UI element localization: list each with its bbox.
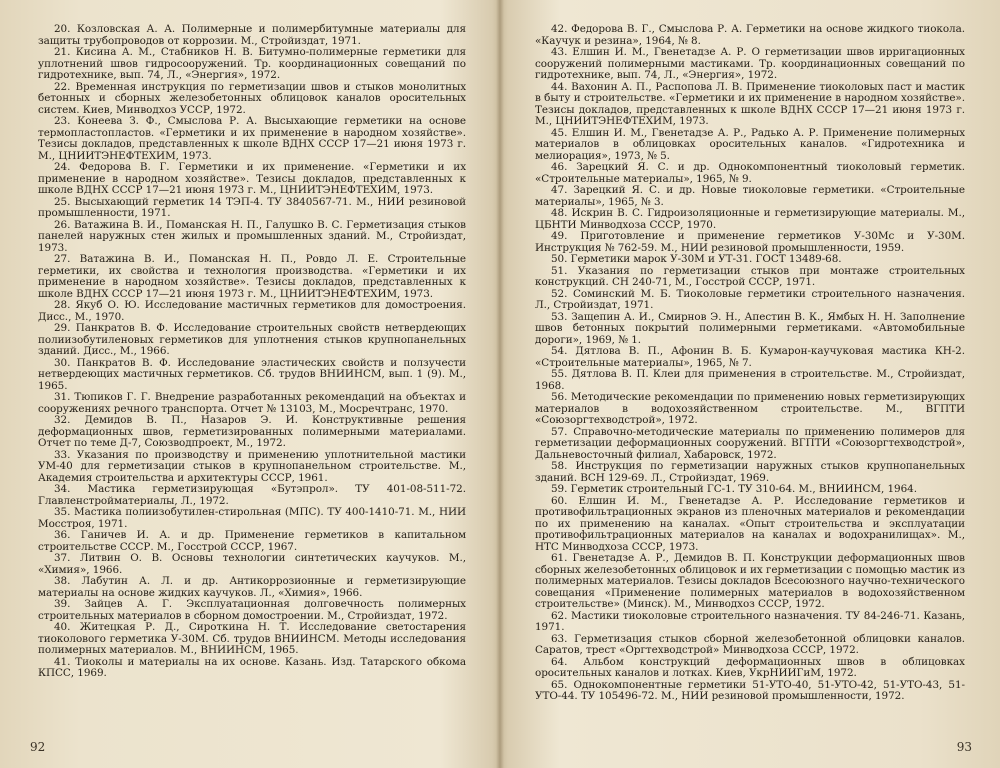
reference-entry-61: 61. Гвенетадзе А. Р., Демидов В. П. Конструкции деформационных швов сборных железобетонных облицовок и их герметизации с помощью мастик из полимерных материалов. Тезисы докладов Всесоюзного научно-технического совещания «Применение полимерных материалов в водохозяйственном строительстве» (Минск). М., Минводхоз СССР, 1972. — [535, 552, 965, 610]
reference-entry-50: 50. Герметики марок У-30М и УТ-31. ГОСТ 13489-68. — [551, 253, 842, 265]
reference-entry-26: 26. Ватажина В. И., Поманская Н. П., Галушко В. С. Герметизация стыков панелей наружных стен жилых и промышленных зданий. М., Стройиздат, 1973. — [38, 218, 466, 254]
reference-entry-60: 60. Елшин И. М., Гвенетадзе А. Р. Исследование герметиков и противофильтрационных экранов из пленочных материалов и рекомендации по их применению на каналах. «Опыт строительства и эксплуатации противофильтрационных материалов на каналах и водохранилищах». М., НТС Минводхоза СССР, 1973. — [535, 494, 965, 553]
reference-entry-30: 30. Панкратов В. Ф. Исследование эластических свойств и ползучести нетвердеющих мастичных герметиков. Сб. трудов ВНИИНСМ, вып. 1 (9). М., 1965. — [38, 356, 466, 392]
reference-entry-34: 34. Мастика герметизирующая «Бутэпрол». ТУ 401-08-511-72. Главленстройматериалы, Л., 1972. — [38, 483, 466, 507]
reference-entry-20: 20. Козловская А. А. Полимерные и полимербитумные материалы для защиты трубопроводов от коррозии. М., Стройиздат, 1971. — [38, 23, 466, 47]
reference-entry-38: 38. Лабутин А. Л. и др. Антикоррозионные и герметизирующие материалы на основе жидких каучуков. Л., «Химия», 1966. — [38, 575, 466, 599]
reference-entry-65: 65. Однокомпонентные герметики 51-УТО-40, 51-УТО-42, 51-УТО-43, 51-УТО-44. ТУ 105496-72. М., НИИ резиновой промышленности, 1972. — [535, 678, 965, 702]
reference-entry-54: 54. Дятлова В. П., Афонин В. Б. Кумарон-каучуковая мастика КН-2. «Строительные материалы», 1965, № 7. — [535, 345, 965, 369]
reference-entry-46: 46. Зарецкий Я. С. и др. Однокомпонентный тиоколовый герметик. «Строительные материалы», 1965, № 9. — [535, 161, 965, 185]
reference-entry-21: 21. Кисина А. М., Стабников Н. В. Битумно-полимерные герметики для уплотнений швов гидросооружений. Тр. координационных совещаний по гидротехнике, вып. 74, Л., «Энергия», 1972. — [38, 46, 466, 81]
reference-entry-40: 40. Житецкая Р. Д., Сироткина Н. Т. Исследование светостарения тиоколового герметика У-30М. Сб. трудов ВНИИНСМ. Методы исследования полимерных материалов. М., ВНИИНСМ, 1965. — [38, 621, 466, 656]
reference-entry-58: 58. Инструкция по герметизации наружных стыков крупнопанельных зданий. ВСН 129-69. Л., Стройиздат, 1969. — [535, 460, 965, 484]
reference-entry-22: 22. Временная инструкция по герметизации швов и стыков монолитных бетонных и сборных железобетонных облицовок каналов оросительных систем. Киев, Минводхоз УССР, 1972. — [38, 80, 466, 116]
reference-entry-55: 55. Дятлова В. П. Клеи для применения в строительстве. М., Стройиздат, 1968. — [535, 368, 965, 392]
page-number-right: 93 — [956, 740, 972, 754]
reference-entry-63: 63. Герметизация стыков сборной железобетонной облицовки каналов. Саратов, трест «Оргтехводстрой» Минводхоза СССР, 1972. — [535, 632, 965, 656]
reference-entry-47: 47. Зарецкий Я. С. и др. Новые тиоколовые герметики. «Строительные материалы», 1965, № 3. — [535, 184, 965, 208]
reference-entry-57: 57. Справочно-методические материалы по применению полимеров для герметизации деформационных сооружений. ВГПТИ «Союзоргтехводстрой», Дальневосточный филиал, Хабаровск, 1972. — [535, 425, 965, 461]
reference-entry-48: 48. Искрин В. С. Гидроизоляционные и герметизирующие материалы. М., ЦБНТИ Минводхоза СССР, 1970. — [535, 207, 965, 231]
reference-entry-56: 56. Методические рекомендации по применению новых герметизирующих материалов в водохозяйственном строительстве. М., ВГПТИ «Союзоргтехводстрой», 1972. — [535, 391, 965, 426]
reference-entry-41: 41. Тиоколы и материалы на их основе. Казань. Изд. Татарского обкома КПСС, 1969. — [38, 655, 466, 679]
reference-entry-52: 52. Соминский М. Б. Тиоколовые герметики строительного назначения. Л., Стройиздат, 1971. — [535, 287, 965, 311]
reference-entry-25: 25. Высыхающий герметик 14 ТЭП-4. ТУ 3840567-71. М., НИИ резиновой промышленности, 1971. — [38, 195, 466, 219]
reference-entry-42: 42. Федорова В. Г., Смыслова Р. А. Герметики на основе жидкого тиокола. «Каучук и резина», 1964, № 8. — [535, 23, 965, 47]
reference-entry-49: 49. Приготовление и применение герметиков У-30Мс и У-30М. Инструкция № 762-59. М., НИИ резиновой промышленности, 1959. — [535, 230, 965, 254]
right-page — [535, 24, 965, 703]
reference-entry-27: 27. Ватажина В. И., Поманская Н. П., Ровдо Л. Е. Строительные герметики, их свойства и технология производства. «Герметики и их применение в народном хозяйстве». Тезисы докладов, представленных к школе ВДНХ СССР 17—21 июня 1973 г. М., ЦНИИТЭНЕФТЕХИМ, 1973. — [38, 253, 466, 300]
reference-entry-39: 39. Зайцев А. Г. Эксплуатационная долговечность полимерных строительных материалов в сборном домостроении. М., Стройиздат, 1972. — [38, 598, 466, 622]
reference-entry-23: 23. Конеева З. Ф., Смыслова Р. А. Высыхающие герметики на основе термопластопластов. «Герметики и их применение в народном хозяйстве». Тезисы докладов, представленных к школе ВДНХ СССР 17—21 июня 1973 г. М., ЦНИИТЭНЕФТЕХИМ, 1973. — [38, 115, 466, 162]
page-number-left: 92 — [30, 740, 46, 754]
reference-entry-35: 35. Мастика полиизобутилен-стирольная (МПС). ТУ 400-1410-71. М., НИИ Мосстроя, 1971. — [38, 506, 466, 530]
reference-entry-33: 33. Указания по производству и применению уплотнительной мастики УМ-40 для герметизации стыков в крупнопанельном строительстве. М., Академия строительства и архитектуры СССР, 1961. — [38, 448, 466, 484]
reference-entry-37: 37. Литвин О. В. Основы технологии синтетических каучуков. М., «Химия», 1966. — [38, 552, 466, 576]
reference-entry-64: 64. Альбом конструкций деформационных швов в облицовках оросительных каналов и лотках. Киев, УкрНИИГиМ, 1972. — [535, 655, 965, 679]
reference-entry-59: 59. Герметик строительный ГС-1. ТУ 310-64. М., ВНИИНСМ, 1964. — [551, 483, 917, 495]
reference-entry-62: 62. Мастики тиоколовые строительного назначения. ТУ 84-246-71. Казань, 1971. — [535, 609, 965, 633]
left-page — [38, 24, 466, 680]
reference-entry-29: 29. Панкратов В. Ф. Исследование строительных свойств нетвердеющих полиизобутиленовых герметиков для уплотнения стыков крупнопанельных зданий. Дисс., М., 1966. — [38, 322, 466, 357]
reference-entry-53: 53. Защепин А. И., Смирнов Э. Н., Апестин В. К., Ямбых Н. Н. Заполнение швов бетонных покрытий полимерными герметиками. «Автомобильные дороги», 1969, № 1. — [535, 310, 965, 346]
reference-entry-24: 24. Федорова В. Г. Герметики и их применение. «Герметики и их применение в народном хозяйстве». Тезисы докладов, представленных к школе ВДНХ СССР 17—21 июня 1973 г. М., ЦНИИТЭНЕФТЕХИМ, 1973. — [38, 161, 466, 196]
reference-entry-31: 31. Тюпиков Г. Г. Внедрение разработанных рекомендаций на объектах и сооружениях речного транспорта. Отчет № 13103, М., Мосречтранс, 1970. — [38, 391, 466, 415]
reference-entry-32: 32. Демидов В. П., Назаров Э. И. Конструктивные решения деформационных швов, герметизированных полимерными материалами. Отчет по теме Д-7, Союзводпроект, М., 1972. — [38, 414, 466, 449]
reference-entry-36: 36. Ганичев И. А. и др. Применение герметиков в капитальном строительстве СССР. М., Госстрой СССР, 1967. — [38, 529, 466, 553]
reference-entry-45: 45. Елшин И. М., Гвенетадзе А. Р., Радько А. Р. Применение полимерных материалов в облицовках оросительных каналов. «Гидротехника и мелиорация», 1973, № 5. — [535, 126, 965, 162]
reference-entry-51: 51. Указания по герметизации стыков при монтаже строительных конструкций. СН 240-71, М., Госстрой СССР, 1971. — [535, 264, 965, 288]
reference-entry-44: 44. Вахонин А. П., Распопова Л. В. Применение тиоколовых паст и мастик в быту и строительстве. «Герметики и их применение в народном хозяйстве». Тезисы докладов, представленных к школе ВДНХ СССР 17—21 июня 1973 г. М., ЦНИИТЭНЕФТЕХИМ, 1973. — [535, 80, 965, 127]
reference-entry-43: 43. Елшин И. М., Гвенетадзе А. Р. О герметизации швов ирригационных сооружений полимерными мастиками. Тр. координационных совещаний по гидротехнике, вып. 74, Л., «Энергия», 1972. — [535, 46, 965, 81]
book-gutter — [496, 0, 504, 768]
reference-entry-28: 28. Якуб О. Ю. Исследование мастичных герметиков для домостроения. Дисс., М., 1970. — [38, 299, 466, 323]
